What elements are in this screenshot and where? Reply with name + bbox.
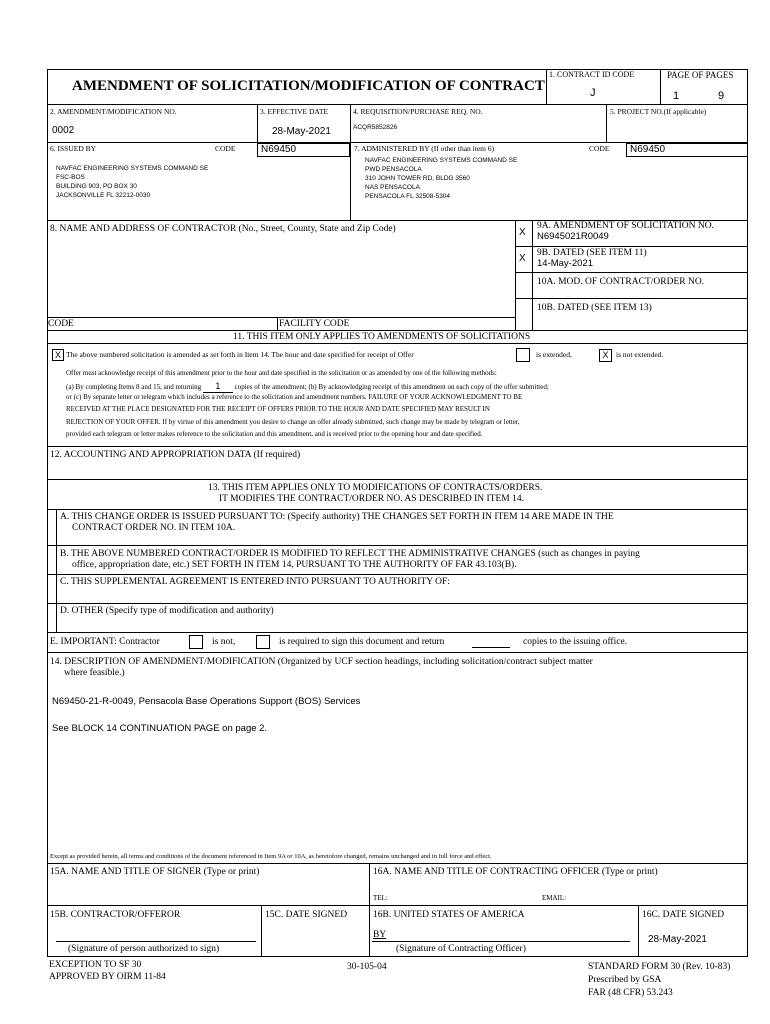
item-14-label-2: where feasible.) [64, 668, 125, 678]
item-14-label-1: 14. DESCRIPTION OF AMENDMENT/MODIFICATION (Organized by UCF section headings, including solicitation/contract subject matter [50, 657, 593, 667]
page-number: 1 [673, 90, 680, 102]
administered-by-address: NAVFAC ENGINEERING SYSTEMS COMMAND SE PWD PENSACOLA 310 JOHN TOWER RD, BLDG 3560 NAS PENSACOLA PENSACOLA FL 32508-5304 [365, 157, 518, 200]
signature-line [56, 941, 256, 942]
item-9a-mark[interactable]: X [519, 227, 526, 238]
contract-id-value[interactable]: J [590, 87, 596, 99]
divider [47, 652, 748, 653]
item-13-header-2: IT MODIFIES THE CONTRACT/ORDER NO. AS DESCRIBED IN ITEM 14. [219, 494, 524, 504]
divider [606, 104, 607, 142]
not-extended-label: is not extended. [616, 350, 664, 359]
effective-date-label: 3. EFFECTIVE DATE [260, 107, 329, 116]
amendment-no-value[interactable]: 0002 [52, 125, 75, 136]
item-15a-label: 15A. NAME AND TITLE OF SIGNER (Type or print) [50, 867, 260, 877]
divider [350, 104, 351, 220]
item-9a-value[interactable]: N6945021R0049 [537, 231, 609, 242]
item-9b-label: 9B. DATED (SEE ITEM 11) [537, 248, 647, 258]
amendment-no-label: 2. AMENDMENT/MODIFICATION NO. [50, 107, 177, 116]
ack-line: Offer must acknowledge receipt of this amendment prior to the hour and date specified in the solicitation or as amended by one of the following methods: [66, 369, 497, 377]
frame-right [747, 69, 748, 957]
divider [47, 104, 748, 105]
ack-copies-value[interactable]: 1 [203, 382, 233, 393]
item-16c-label: 16C. DATE SIGNED [642, 910, 725, 920]
requisition-value[interactable]: ACQR5852826 [353, 124, 398, 131]
item-16a-label: 16A. NAME AND TITLE OF CONTRACTING OFFICER (Type or print) [373, 867, 658, 877]
signature-line [372, 941, 630, 942]
item-13d-label: D. OTHER (Specify type of modification and authority) [60, 606, 274, 616]
divider [47, 509, 748, 510]
item-16b-label: 16B. UNITED STATES OF AMERICA [373, 910, 525, 920]
item-14-description[interactable]: N69450-21-R-0049, Pensacola Base Operations Support (BOS) Services [52, 696, 361, 707]
contract-id-label: 1. CONTRACT ID CODE [549, 70, 635, 79]
issued-by-address: NAVFAC ENGINEERING SYSTEMS COMMAND SE FSC-BOS BUILDING 903, PO BOX 30 JACKSONVILLE FL 32212-0030 [56, 165, 209, 199]
divider [261, 905, 262, 957]
contractor-label: 8. NAME AND ADDRESS OF CONTRACTOR (No., Street, County, State and Zip Code) [50, 224, 396, 234]
item-e-label: E. IMPORTANT: Contractor [50, 637, 160, 647]
signature-officer-label: (Signature of Contracting Officer) [396, 944, 526, 954]
divider [638, 905, 639, 957]
copies-label: copies to the issuing office. [523, 637, 628, 647]
page-of-pages-label: PAGE OF PAGES [667, 70, 734, 80]
divider [369, 863, 370, 957]
divider [660, 69, 661, 104]
ack-line-a: (a) By completing Items 8 and 15, and returning 1 copies of the amendment; (b) By acknowledging receipt of this amendment on each copy of the offer submitted; [66, 381, 549, 391]
item-13c-label: C. THIS SUPPLEMENTAL AGREEMENT IS ENTERED INTO PURSUANT TO AUTHORITY OF: [60, 577, 450, 587]
issued-code-label: CODE [215, 144, 236, 153]
item-15b-label: 15B. CONTRACTOR/OFFEROR [50, 910, 181, 920]
frame-bottom [47, 956, 748, 957]
except-text: Except as provided herein, all terms and conditions of the document referenced in Item 9A or 10A, as heretofore changed, remains unchanged and in full force and effect. [50, 853, 492, 860]
divider [47, 479, 748, 480]
divider [546, 69, 547, 104]
divider [47, 446, 748, 447]
item-14-continuation[interactable]: See BLOCK 14 CONTINUATION PAGE on page 2. [52, 723, 268, 734]
item-11-header: 11. THIS ITEM ONLY APPLIES TO AMENDMENTS OF SOLICITATIONS [233, 332, 531, 342]
is-not-label: is not, [212, 637, 236, 647]
by-label: BY [373, 930, 387, 940]
divider [515, 246, 748, 247]
footer-prescribed: Prescribed by GSA [588, 975, 662, 985]
facility-code-label: FACILITY CODE [279, 319, 350, 329]
divider [56, 509, 57, 633]
administered-by-label: 7. ADMINISTERED BY (If other than item 6) [354, 144, 495, 153]
divider [47, 603, 748, 604]
ack-line: provided each telegram or letter makes reference to the solicitation and this amendment, and is received prior to the opening hour and date specified. [66, 430, 483, 438]
divider [47, 330, 748, 331]
form-title: AMENDMENT OF SOLICITATION/MODIFICATION OF CONTRACT [72, 78, 545, 94]
item-10a-label: 10A. MOD. OF CONTRACT/ORDER NO. [537, 277, 705, 287]
divider [47, 343, 748, 344]
item-12-label: 12. ACCOUNTING AND APPROPRIATION DATA (If required) [50, 450, 301, 460]
contractor-code-label: CODE [48, 319, 74, 329]
effective-date-value[interactable]: 28-May-2021 [272, 126, 331, 137]
issued-code-value[interactable]: N69450 [261, 144, 297, 155]
item-13-header-1: 13. THIS ITEM APPLIES ONLY TO MODIFICATIONS OF CONTRACTS/ORDERS. [208, 483, 543, 493]
item-16c-value[interactable]: 28-May-2021 [648, 934, 707, 945]
copies-blank[interactable] [472, 647, 510, 648]
project-no-label: 5. PROJECT NO.(If applicable) [610, 107, 707, 116]
divider [277, 317, 278, 330]
item-11-text: The above numbered solicitation is amended as set forth in Item 14. The hour and date specified for receipt of Offer [66, 350, 414, 359]
ack-line: RECEIVED AT THE PLACE DESIGNATED FOR THE RECEIPT OF OFFERS PRIOR TO THE HOUR AND DATE SPECIFIED MAY RESULT IN [66, 405, 490, 413]
divider [515, 298, 748, 299]
item-13a-line-1: A. THIS CHANGE ORDER IS ISSUED PURSUANT TO: (Specify authority) THE CHANGES SET FORTH IN ITEM 14 ARE MADE IN THE [60, 512, 614, 522]
item-11-checkbox[interactable]: X [52, 349, 64, 361]
item-10b-label: 10B. DATED (SEE ITEM 13) [537, 303, 652, 313]
is-not-checkbox[interactable] [189, 635, 203, 649]
item-13b-line-1: B. THE ABOVE NUMBERED CONTRACT/ORDER IS MODIFIED TO REFLECT THE ADMINISTRATIVE CHANGES (such as changes in paying [60, 549, 640, 559]
item-9b-mark[interactable]: X [519, 253, 526, 264]
item-9b-value[interactable]: 14-May-2021 [537, 258, 593, 269]
is-extended-checkbox[interactable] [516, 348, 530, 362]
is-required-label: is required to sign this document and return [279, 637, 445, 647]
issued-by-label: 6. ISSUED BY [50, 144, 97, 153]
email-label: EMAIL: [542, 894, 567, 902]
footer-exception: EXCEPTION TO SF 30 [49, 960, 142, 970]
divider [532, 220, 533, 330]
page-total: 9 [718, 90, 725, 102]
not-extended-checkbox[interactable]: X [599, 349, 612, 362]
tel-label: TEL: [373, 894, 388, 902]
divider [515, 220, 516, 330]
divider [515, 272, 748, 273]
divider [47, 905, 748, 906]
footer-standard-form: STANDARD FORM 30 (Rev. 10-83) [588, 962, 731, 972]
divider [47, 317, 516, 318]
footer-form-code: 30-105-04 [347, 962, 387, 972]
frame-left [47, 69, 48, 957]
divider [47, 863, 748, 864]
ack-line: or (c) By separate letter or telegram which includes a reference to the solicitation and amendment numbers. FAILURE OF YOUR ACKNOWLEDGMENT TO BE [66, 393, 523, 401]
ack-line: REJECTION OF YOUR OFFER. If by virtue of this amendment you desire to change an offer already submitted, such change may be made by telegram or letter, [66, 418, 520, 426]
item-15c-label: 15C. DATE SIGNED [265, 910, 348, 920]
item-13a-line-2: CONTRACT ORDER NO. IN ITEM 10A. [72, 523, 236, 533]
divider [47, 574, 748, 575]
divider [47, 632, 748, 633]
divider [257, 104, 258, 142]
item-9a-label: 9A. AMENDMENT OF SOLICITATION NO. [537, 221, 714, 231]
footer-far: FAR (48 CFR) 53.243 [588, 988, 673, 998]
admin-code-label: CODE [589, 144, 610, 153]
is-required-checkbox[interactable] [256, 635, 270, 649]
divider [47, 545, 748, 546]
admin-code-value[interactable]: N69450 [630, 144, 666, 155]
signature-person-label: (Signature of person authorized to sign) [68, 944, 220, 954]
is-extended-label: is extended, [536, 350, 572, 359]
requisition-label: 4. REQUISITION/PURCHASE REQ. NO. [353, 107, 483, 116]
item-13b-line-2: office, appropriation date, etc.) SET FORTH IN ITEM 14, PURSUANT TO THE AUTHORITY OF FAR 43.103(B). [72, 560, 517, 570]
footer-approved: APPROVED BY OIRM 11-84 [49, 972, 166, 982]
frame-top [47, 69, 748, 70]
